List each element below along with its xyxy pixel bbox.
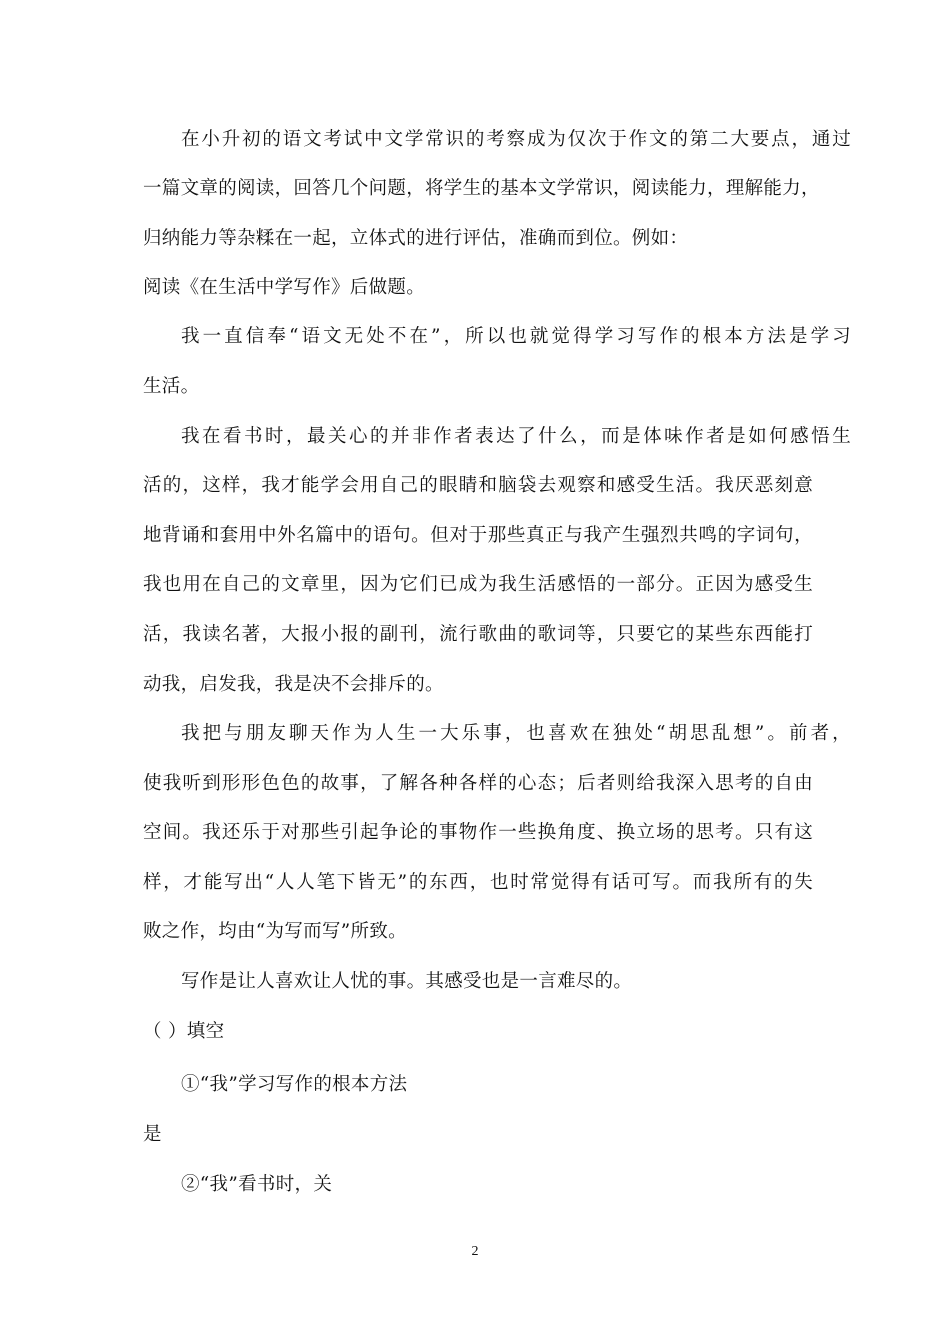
text-line: 活的，这样，我才能学会用自己的眼睛和脑袋去观察和感受生活。我厌恶刻意 xyxy=(143,475,813,496)
text-line: 生活。 xyxy=(143,376,200,397)
text-line: 我把与朋友聊天作为人生一大乐事，也喜欢在独处“胡思乱想”。前者， xyxy=(181,723,851,744)
text-line: 写作是让人喜欢让人忧的事。其感受也是一言难尽的。 xyxy=(181,971,633,992)
text-line: 在小升初的语文考试中文学常识的考察成为仅次于作文的第二大要点，通过 xyxy=(181,129,851,150)
text-line: 活，我读名著，大报小报的副刊，流行歌曲的歌词等，只要它的某些东西能打 xyxy=(143,624,813,645)
text-line: 样，才能写出“人人笔下皆无”的东西，也时常觉得有话可写。而我所有的失 xyxy=(143,872,813,893)
text-line: 我在看书时，最关心的并非作者表达了什么，而是体味作者是如何感悟生 xyxy=(181,426,851,447)
question-heading: （ ）填空 xyxy=(143,1021,225,1042)
text-line: 归纳能力等杂糅在一起，立体式的进行评估，准确而到位。例如： xyxy=(143,228,689,249)
text-line: 地背诵和套用中外名篇中的语句。但对于那些真正与我产生强烈共鸣的字词句， xyxy=(143,525,813,546)
text-line: 空间。我还乐于对那些引起争论的事物作一些换角度、换立场的思考。只有这 xyxy=(143,822,813,843)
text-line: 败之作，均由“为写而写”所致。 xyxy=(143,921,407,942)
text-line: 使我听到形形色色的故事，了解各种各样的心态；后者则给我深入思考的自由 xyxy=(143,773,813,794)
question-item: ①“我”学习写作的根本方法 xyxy=(181,1074,408,1095)
text-line: 动我，启发我，我是决不会排斥的。 xyxy=(143,674,444,695)
text-line: 我一直信奉“语文无处不在”，所以也就觉得学习写作的根本方法是学习 xyxy=(181,326,851,347)
text-line: 阅读《在生活中学写作》后做题。 xyxy=(143,277,426,298)
page-number: 2 xyxy=(471,1244,479,1259)
text-line: 我也用在自己的文章里，因为它们已成为我生活感悟的一部分。正因为感受生 xyxy=(143,574,813,595)
question-item: ②“我”看书时，关 xyxy=(181,1174,333,1195)
text-line: 是 xyxy=(143,1124,162,1145)
text-line: 一篇文章的阅读，回答几个问题，将学生的基本文学常识，阅读能力，理解能力， xyxy=(143,178,820,199)
